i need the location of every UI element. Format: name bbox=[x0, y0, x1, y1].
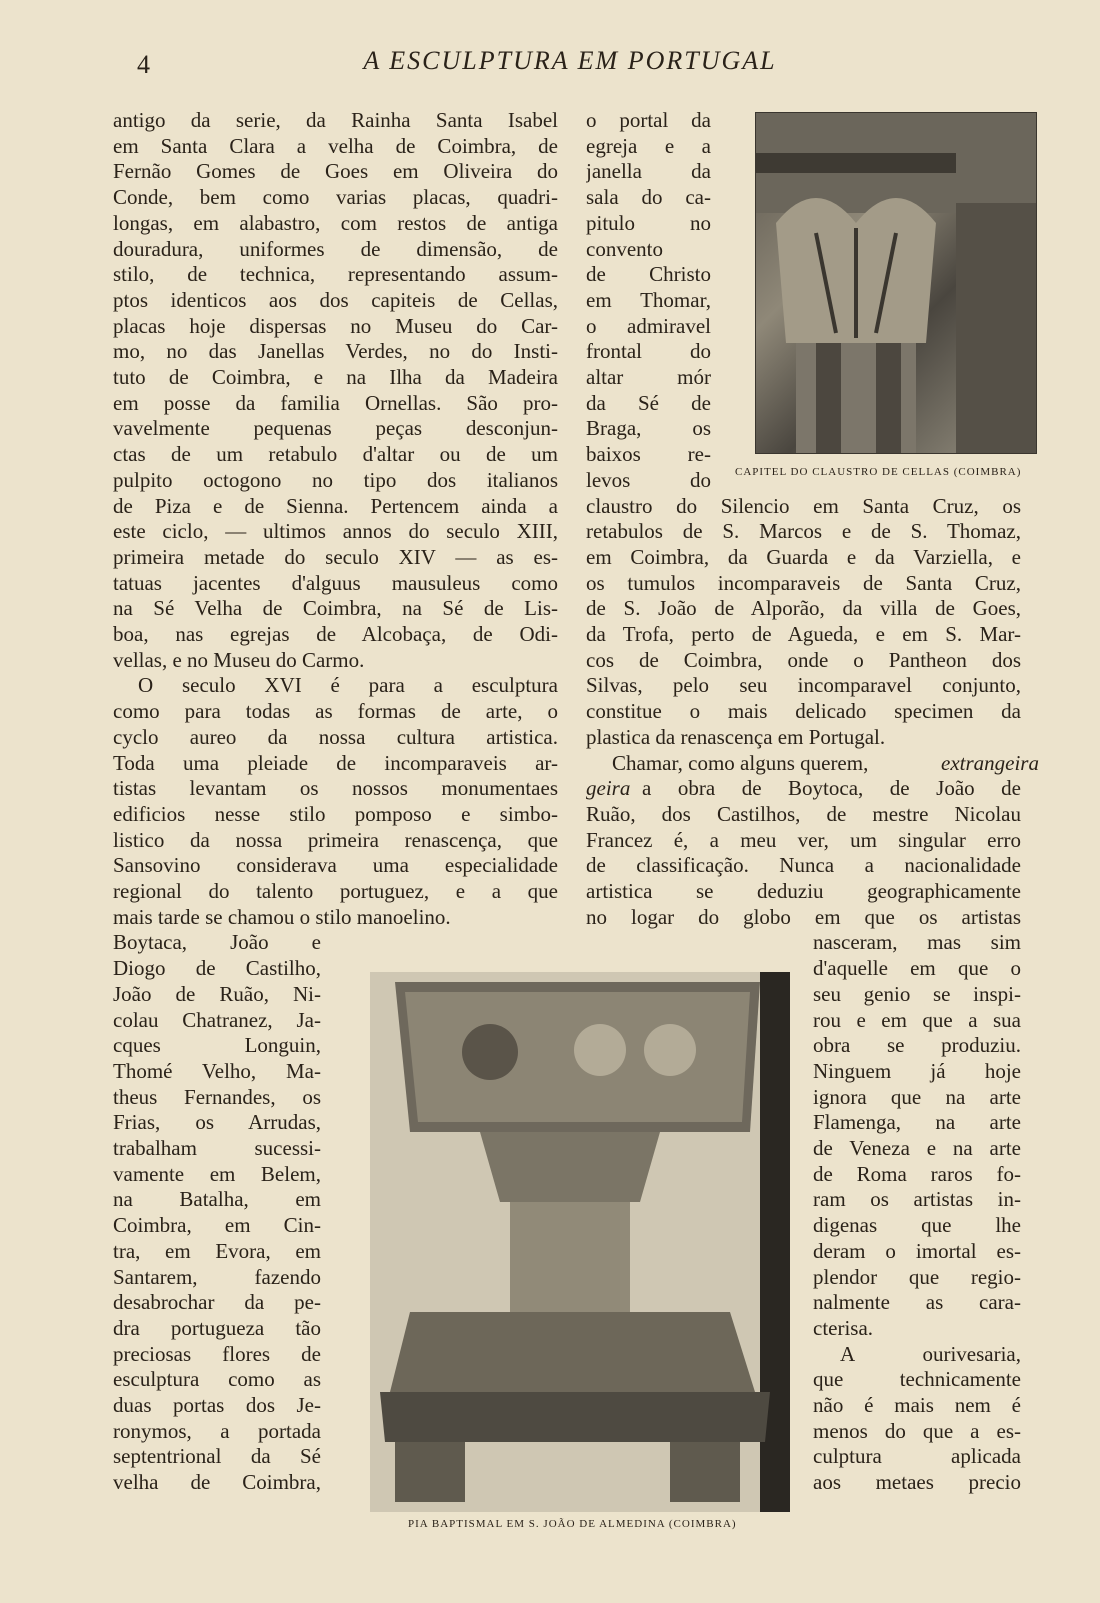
text-line: Ninguem já hoje bbox=[813, 1059, 1021, 1083]
text-line: vavelmente pequenas peças desconjun- bbox=[113, 416, 558, 440]
text-line: de S. João de Alporão, da villa de Goes, bbox=[586, 596, 1021, 620]
text-line: pitulo no bbox=[586, 211, 711, 235]
text-line: Frias, os Arrudas, bbox=[113, 1110, 321, 1134]
text-line: Francez é, a meu ver, um singular erro bbox=[586, 828, 1021, 852]
text-line: Boytaca, João e bbox=[113, 930, 321, 954]
text-line: este ciclo, — ultimos annos do seculo XIII, bbox=[113, 519, 558, 543]
page-number: 4 bbox=[137, 50, 150, 79]
text-line: em posse da familia Ornellas. São pro- bbox=[113, 391, 558, 415]
text-line: Silvas, pelo seu incomparavel conjunto, bbox=[586, 673, 1021, 697]
text-line: primeira metade do seculo XIV — as es- bbox=[113, 545, 558, 569]
text-line: geira bbox=[586, 776, 631, 800]
text-line: de Christo bbox=[586, 262, 711, 286]
text-line: tistas levantam os nossos monumentaes bbox=[113, 776, 558, 800]
text-line: Santarem, fazendo bbox=[113, 1265, 321, 1289]
text-line: o portal da bbox=[586, 108, 711, 132]
text-line: Chamar, como alguns querem, bbox=[612, 751, 869, 775]
text-line: digenas que lhe bbox=[813, 1213, 1021, 1237]
text-line: retabulos de S. Marcos e de S. Thomaz, bbox=[586, 519, 1021, 543]
text-line: em Santa Clara a velha de Coimbra, de bbox=[113, 134, 558, 158]
text-line: de classificação. Nunca a nacionalidade bbox=[586, 853, 1021, 877]
text-line: em Coimbra, da Guarda e da Varziella, e bbox=[586, 545, 1021, 569]
text-line: septentrional da Sé bbox=[113, 1444, 321, 1468]
text-line: ignora que na arte bbox=[813, 1085, 1021, 1109]
text-line: ctas de um retabulo d'altar ou de um bbox=[113, 442, 558, 466]
text-line: Braga, os bbox=[586, 416, 711, 440]
capitel-photo bbox=[755, 112, 1037, 454]
text-line: Sansovino considerava uma especialidade bbox=[113, 853, 558, 877]
text-line: d'aquelle em que o bbox=[813, 956, 1021, 980]
text-line: não é mais nem é bbox=[813, 1393, 1021, 1417]
text-line: rou e em que a sua bbox=[813, 1008, 1021, 1032]
text-line: frontal do bbox=[586, 339, 711, 363]
text-line: mais tarde se chamou o stilo manoelino. bbox=[113, 905, 451, 929]
text-line: da Sé de bbox=[586, 391, 711, 415]
text-line: ronymos, a portada bbox=[113, 1419, 321, 1443]
text-line: O seculo XVI é para a esculptura bbox=[138, 673, 558, 697]
text-line: plastica da renascença em Portugal. bbox=[586, 725, 886, 749]
text-line: egreja e a bbox=[586, 134, 711, 158]
text-line: aos metaes precio bbox=[813, 1470, 1021, 1494]
text-line: da Trofa, perto de Agueda, e em S. Mar- bbox=[586, 622, 1021, 646]
text-line: tatuas jacentes d'alguus mausuleus como bbox=[113, 571, 558, 595]
text-line: velha de Coimbra, bbox=[113, 1470, 321, 1494]
text-line: Thomé Velho, Ma- bbox=[113, 1059, 321, 1083]
text-line: sala do ca- bbox=[586, 185, 711, 209]
text-line: extrangeira bbox=[941, 751, 1039, 775]
text-line: dra portugueza tão bbox=[113, 1316, 321, 1340]
text-line: douradura, uniformes de dimensão, de bbox=[113, 237, 558, 261]
text-line: vellas, e no Museu do Carmo. bbox=[113, 648, 365, 672]
text-line: tra, em Evora, em bbox=[113, 1239, 321, 1263]
text-line: baixos re- bbox=[586, 442, 711, 466]
capitel-caption: CAPITEL DO CLAUSTRO DE CELLAS (COIMBRA) bbox=[735, 466, 1022, 478]
text-line: placas hoje dispersas no Museu do Car- bbox=[113, 314, 558, 338]
text-line: ptos identicos aos dos capiteis de Cellas, bbox=[113, 288, 558, 312]
text-line: que technicamente bbox=[813, 1367, 1021, 1391]
text-line: Conde, bem como varias placas, quadri- bbox=[113, 185, 558, 209]
text-line: claustro do Silencio em Santa Cruz, os bbox=[586, 494, 1021, 518]
text-line: os tumulos incomparaveis de Santa Cruz, bbox=[586, 571, 1021, 595]
text-line: constitue o mais delicado specimen da bbox=[586, 699, 1021, 723]
pia-photo bbox=[370, 972, 790, 1512]
text-line: desabrochar da pe- bbox=[113, 1290, 321, 1314]
text-line: João de Ruão, Ni- bbox=[113, 982, 321, 1006]
text-line: de Veneza e na arte bbox=[813, 1136, 1021, 1160]
text-line: plendor que regio- bbox=[813, 1265, 1021, 1289]
text-line: pulpito octogono no tipo dos italianos bbox=[113, 468, 558, 492]
text-line: deram o imortal es- bbox=[813, 1239, 1021, 1263]
text-line: levos do bbox=[586, 468, 711, 492]
text-line: na Sé Velha de Coimbra, na Sé de Lis- bbox=[113, 596, 558, 620]
text-line: esculptura como as bbox=[113, 1367, 321, 1391]
text-line: ram os artistas in- bbox=[813, 1187, 1021, 1211]
text-line: Ruão, dos Castilhos, de mestre Nicolau bbox=[586, 802, 1021, 826]
text-line: de Roma raros fo- bbox=[813, 1162, 1021, 1186]
text-line: como para todas as formas de arte, o bbox=[113, 699, 558, 723]
text-line: Flamenga, na arte bbox=[813, 1110, 1021, 1134]
text-line: a obra de Boytoca, de João de bbox=[642, 776, 1021, 800]
text-line: artistica se deduziu geographicamente bbox=[586, 879, 1021, 903]
text-line: duas portas dos Je- bbox=[113, 1393, 321, 1417]
text-line: colau Chatranez, Ja- bbox=[113, 1008, 321, 1032]
pia-caption: PIA BAPTISMAL EM S. JOÃO DE ALMEDINA (COIMBRA) bbox=[408, 1518, 737, 1530]
text-line: preciosas flores de bbox=[113, 1342, 321, 1366]
text-line: janella da bbox=[586, 159, 711, 183]
text-line: de Piza e de Sienna. Pertencem ainda a bbox=[113, 494, 558, 518]
text-line: obra se produziu. bbox=[813, 1033, 1021, 1057]
text-line: Diogo de Castilho, bbox=[113, 956, 321, 980]
text-line: longas, em alabastro, com restos de antiga bbox=[113, 211, 558, 235]
text-line: stilo, de technica, representando assum- bbox=[113, 262, 558, 286]
text-line: cterisa. bbox=[813, 1316, 874, 1340]
text-line: nalmente as cara- bbox=[813, 1290, 1021, 1314]
text-line: boa, nas egrejas de Alcobaça, de Odi- bbox=[113, 622, 558, 646]
text-line: theus Fernandes, os bbox=[113, 1085, 321, 1109]
text-line: na Batalha, em bbox=[113, 1187, 321, 1211]
text-line: seu genio se inspi- bbox=[813, 982, 1021, 1006]
text-line: regional do talento portuguez, e a que bbox=[113, 879, 558, 903]
text-line: trabalham sucessi- bbox=[113, 1136, 321, 1160]
text-line: convento bbox=[586, 237, 663, 261]
text-line: menos do que a es- bbox=[813, 1419, 1021, 1443]
text-line: Fernão Gomes de Goes em Oliveira do bbox=[113, 159, 558, 183]
text-line: em Thomar, bbox=[586, 288, 711, 312]
text-line: listico da nossa primeira renascença, que bbox=[113, 828, 558, 852]
text-line: mo, no das Janellas Verdes, no do Insti- bbox=[113, 339, 558, 363]
running-title: A ESCULPTURA EM PORTUGAL bbox=[363, 46, 777, 75]
text-line: o admiravel bbox=[586, 314, 711, 338]
text-line: vamente em Belem, bbox=[113, 1162, 321, 1186]
text-line: cques Longuin, bbox=[113, 1033, 321, 1057]
text-line: culptura aplicada bbox=[813, 1444, 1021, 1468]
text-line: nasceram, mas sim bbox=[813, 930, 1021, 954]
text-line: edificios nesse stilo pomposo e simbo- bbox=[113, 802, 558, 826]
text-line: cyclo aureo da nossa cultura artistica. bbox=[113, 725, 558, 749]
text-line: tuto de Coimbra, e na Ilha da Madeira bbox=[113, 365, 558, 389]
text-line: Coimbra, em Cin- bbox=[113, 1213, 321, 1237]
text-line: cos de Coimbra, onde o Pantheon dos bbox=[586, 648, 1021, 672]
text-line: altar mór bbox=[586, 365, 711, 389]
text-line: Toda uma pleiade de incomparaveis ar- bbox=[113, 751, 558, 775]
text-line: no logar do globo em que os artistas bbox=[586, 905, 1021, 929]
text-line: A ourivesaria, bbox=[840, 1342, 1021, 1366]
text-line: antigo da serie, da Rainha Santa Isabel bbox=[113, 108, 558, 132]
